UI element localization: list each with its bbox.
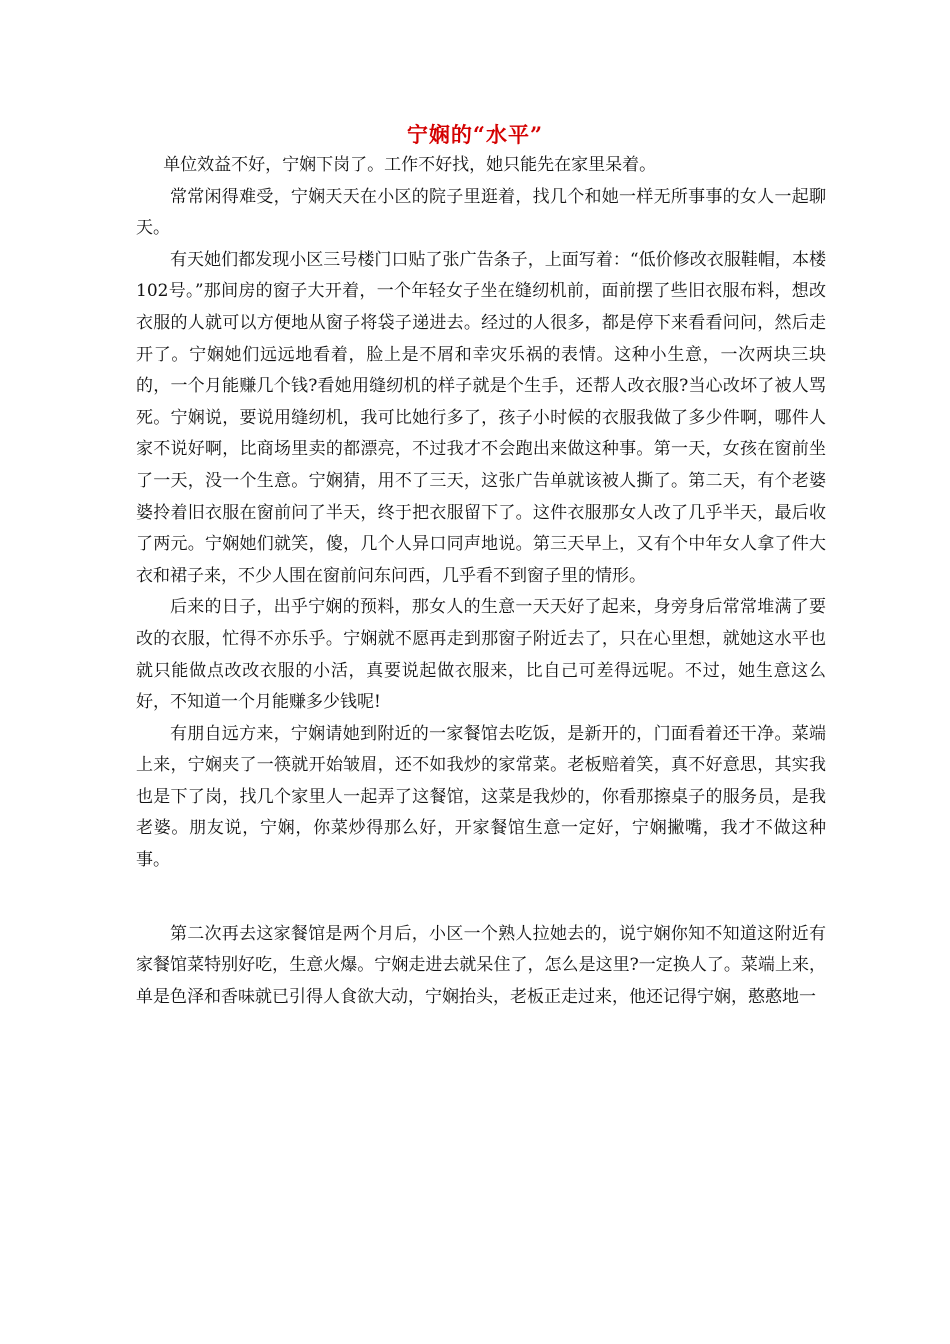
paragraph: 有天她们都发现小区三号楼门口贴了张广告条子，上面写着：“低价修改衣服鞋帽，本楼102号。”那间房的窗子大开着，一个年轻女子坐在缝纫机前，面前摆了些旧衣服布料，想改衣服的人就可以方便地从窗子将袋子递进去。经过的人很多，都是停下来看看问问，然后走开了。宁娴她们远远地看着，脸上是不屑和幸灾乐祸的表情。这种小生意，一次两块三块的，一个月能赚几个钱?看她用缝纫机的样子就是个生手，还帮人改衣服?当心改坏了被人骂死。宁娴说，要说用缝纫机，我可比她行多了，孩子小时候的衣服我做了多少件啊，哪件人家不说好啊，比商场里卖的都漂亮，不过我才不会跑出来做这种事。第一天，女孩在窗前坐了一天，没一个生意。宁娴猜，用不了三天，这张广告单就该被人撕了。第二天，有个老婆婆拎着旧衣服在窗前问了半天，终于把衣服留下了。这件衣服那女人改了几乎半天，最后收了两元。宁娴她们就笑，傻，几个人异口同声地说。第三天早上，又有个中年女人拿了件大衣和裙子来，不少人围在窗前问东问西，几乎看不到窗子里的情形。 [136, 249, 826, 586]
document-title: 宁娴的“水平” [406, 122, 544, 147]
paragraph: 第二次再去这家餐馆是两个月后，小区一个熟人拉她去的，说宁娴你知不知道这附近有家餐馆菜特别好吃，生意火爆。宁娴走进去就呆住了，怎么是这里?一定换人了。菜端上来，单是色泽和香味就已引得人食欲大动，宁娴抬头，老板正走过来，他还记得宁娴，憨憨地一 [136, 923, 826, 1007]
paragraph: 单位效益不好，宁娴下岗了。工作不好找，她只能先在家里呆着。 [163, 155, 657, 175]
paragraph: 后来的日子，出乎宁娴的预料，那女人的生意一天天好了起来，身旁身后常常堆满了要改的衣服，忙得不亦乐乎。宁娴就不愿再走到那窗子附近去了，只在心里想，就她这水平也就只能做点改改衣服的小活，真要说起做衣服来，比自己可差得远呢。不过，她生意这么好，不知道一个月能赚多少钱呢! [136, 597, 826, 713]
document-body [136, 150, 826, 1013]
paragraph: 有朋自远方来，宁娴请她到附近的一家餐馆去吃饭，是新开的，门面看着还干净。菜端上来，宁娴夹了一筷就开始皱眉，还不如我炒的家常菜。老板赔着笑，真不好意思，其实我也是下了岗，找几个家里人一起弄了这餐馆，这菜是我炒的，你看那擦桌子的服务员，是我老婆。朋友说，宁娴，你菜炒得那么好，开家餐馆生意一定好，宁娴撇嘴，我才不做这种事。 [136, 723, 826, 871]
paragraph: 常常闲得难受，宁娴天天在小区的院子里逛着，找几个和她一样无所事事的女人一起聊天。 [136, 186, 826, 239]
paragraph-gap [136, 877, 826, 919]
